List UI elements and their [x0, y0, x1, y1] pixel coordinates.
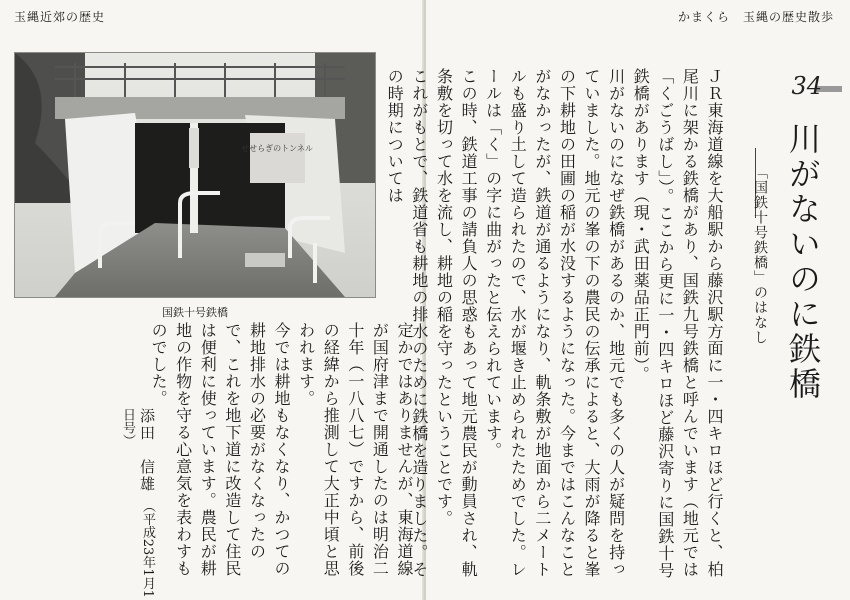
photo-illustration [15, 53, 375, 297]
chapter-number: 34 [791, 72, 822, 100]
author-signature [118, 408, 158, 600]
running-head-left: 玉縄近郊の歴史 [14, 10, 106, 24]
running-head-right: かまくら 玉縄の歴史散歩 [677, 10, 834, 24]
chapter-title: 川がないのに鉄橋 [784, 122, 822, 402]
left-page [0, 0, 424, 600]
photo-caption: 国鉄十号鉄橋 [162, 307, 228, 319]
publication-date: （平成23年1月1日号） [120, 408, 155, 598]
body-text-left: 定かではありませんが、東海道線が国府津まで開通したのは明治二十年（一八八七）ですから、前後の経緯から推測して大正中頃と思われます。 今では耕地もなくなり、かつての耕地排水の必要がなくなったので、これを地下道に改造して住民は便利に使っています。農民が耕地の作物を守る心意気を表わすものでした。 [149, 322, 414, 577]
body-text-right: ＪＲ東海道線を大船駅から藤沢駅方面に一・四キロほど行くと、柏尾川に架かる鉄橋があり、国鉄九号鉄橋と呼んでいます（地元では「くごうばし」）。ここから更に一・四キロほど藤沢寄りに国鉄十号鉄橋があります（現・武田薬品正門前）。 川がないのになぜ鉄橋があるのか、地元でも多くの人が疑問を持っていました。地元の峯の下の農民の伝承によると、大雨が降ると峯の下耕地の田圃の稲が水没するようになった。今まではこんなことがなかったが、鉄道が通るようになり、軌条敷が地面から二メートルも盛り土して造られたので、水が堰き止められたためでした。レールは「く」の字に曲がったと伝えられています。 この時、鉄道工事の請負人の思惑もあって地元農民が動員され、軌条敷を切って水を流し、耕地の稲を守ったということです。 これがもとで、鉄道省も耕地の排水のために鉄橋を造りました。その時期については [385, 68, 724, 579]
railway-bridge-photo [14, 52, 376, 298]
tunnel-sign-text: せせらぎのトンネル [241, 144, 313, 153]
right-page [385, 0, 850, 600]
chapter-subtitle: 「国鉄十号鉄橋」のはなし [752, 165, 768, 345]
author-name: 添田 信雄 [138, 408, 156, 493]
